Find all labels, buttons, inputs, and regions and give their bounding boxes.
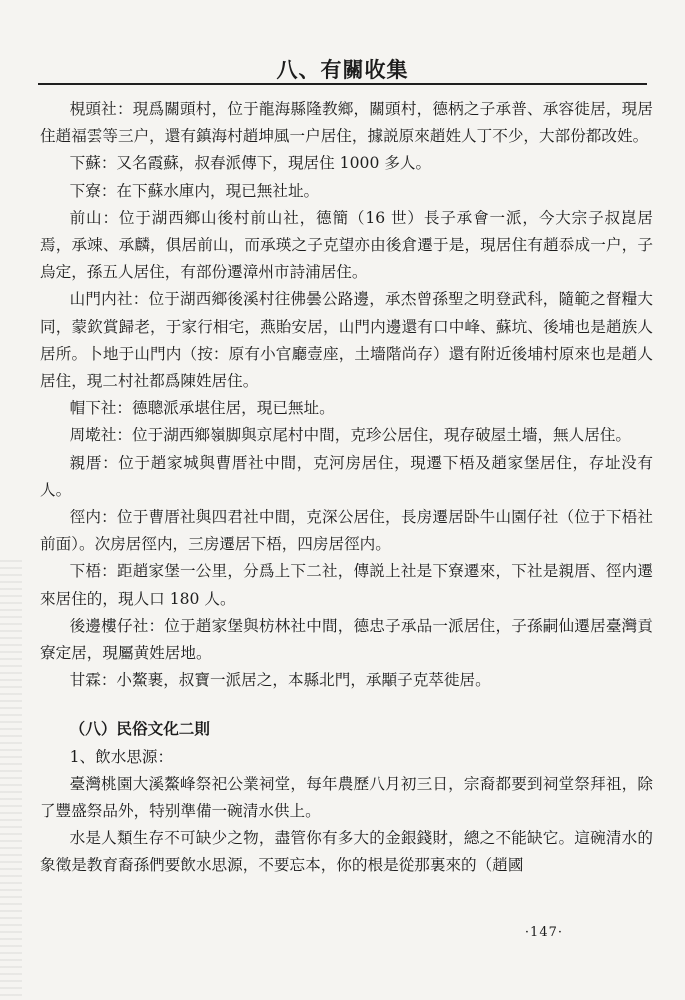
chapter-title: 八、有關收集 [276,57,409,82]
section-heading: （八）民俗文化二則 [69,720,210,739]
paragraph-jingnei: 徑内：位于曹厝社與四君社中間，克深公居住，長房遷居卧牛山園仔社（位于下梧社前面）。次房居徑内，三房遷居下梧，四房居徑内。 [40,508,653,554]
body-text [40,96,653,880]
paragraph-maoxia: 帽下社：德聰派承堪住居，現已無址。 [69,399,335,418]
paragraph-xiasu: 下蘇：又名霞蘇，叔春派傳下，現居住 1000 多人。 [69,154,432,173]
section-paragraph: 水是人類生存不可缺少之物，盡管你有多大的金銀錢財，總之不能缺它。這碗清水的象徵是教育裔孫們要飲水思源，不要忘本，你的根是從那裏來的（趙國 [40,829,653,875]
paragraph-xialiao: 下寮：在下蘇水庫内，現已無社址。 [69,181,320,200]
paragraph-shanmennei: 山門内社：位于湖西鄉後溪村往佛曇公路邊，承杰曾孫聖之明登武科，隨範之督糧大同，蒙欽賞歸老，于家行相宅，燕貽安居，山門内邊還有口中峰、蘇坑、後埔也是趙族人居所。卜地于山門内（按：原有小官廳壹座，土墻階尚存）還有附近後埔村原來也是趙人居住，現二村社都爲陳姓居住。 [40,290,653,391]
paragraph-houbianlouzai: 後邊樓仔社：位于趙家堡與枋林社中間，德忠子承品一派居住，子孫嗣仙遷居臺灣貢寮定居，現屬黄姓居地。 [40,616,653,663]
paragraph-xiawu: 下梧：距趙家堡一公里，分爲上下二社，傳説上社是下寮遷來，下社是親厝、徑内遷來居住的，現人口 180 人。 [40,562,653,608]
paragraph-zhouqian: 周墘社：位于湖西鄉嶺脚與京尾村中間，克珍公居住，現存破屋土墻，無人居住。 [69,426,632,445]
page-number: ·147· [524,925,563,940]
section-subheading: 1、飲水思源： [69,747,174,766]
paragraph-jiantou: 梘頭社：現爲關頭村，位于龍海縣隆教鄉，關頭村，德柄之子承普、承容徙居，現居住趙福雲等三户，還有鎮海村趙坤風一户居住，據説原來趙姓人丁不少，大部份都改姓。 [40,100,653,146]
paragraph-qianshan: 前山：位于湖西鄉山後村前山社，德簡（16 世）長子承會一派，今大宗子叔崑居焉，承竦、承麟，俱居前山，而承瑛之子克望亦由後倉遷于是，現居住有趙忝成一户，子烏定，孫五人居住，有部份遷漳州市詩浦居住。 [40,208,653,282]
paragraph-ganlin: 甘霖：小鰲裹，叔寶一派居之，本縣北門，承顒子克萃徙居。 [69,671,491,690]
paragraph-qincuo: 親厝：位于趙家城與曹厝社中間，克河房居住，現遷下梧及趙家堡居住，存址没有人。 [40,453,653,499]
title-rule [38,83,647,85]
section-paragraph: 臺灣桃園大溪鰲峰祭祀公業祠堂，每年農歷八月初三日，宗裔都要到祠堂祭拜祖，除了豐盛祭品外，特别準備一碗清水供上。 [40,774,653,821]
